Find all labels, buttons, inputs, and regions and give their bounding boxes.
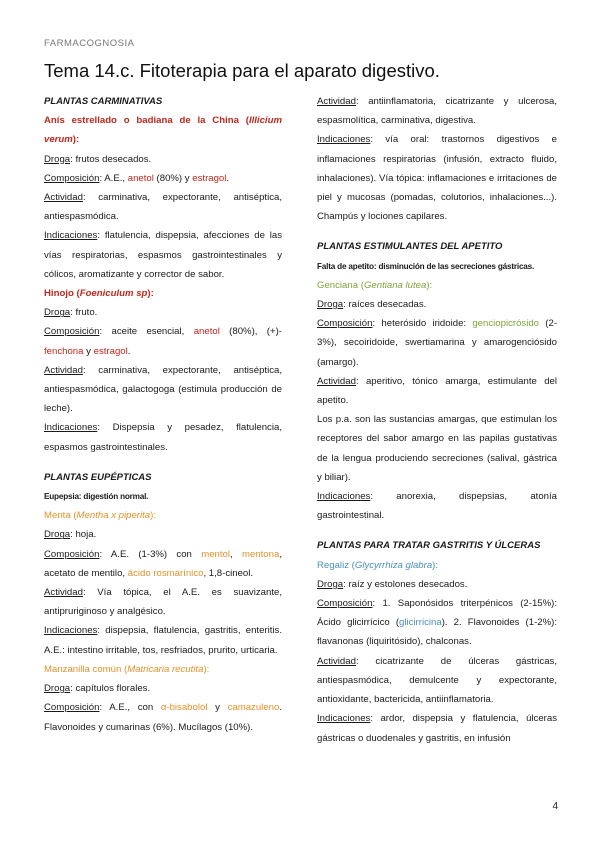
menta-composicion: Composición: A.E. (1-3%) con mentol, mentona, acetato de mentilo, ácido rosmarínico, 1,8-cineol. bbox=[44, 548, 282, 579]
manzanilla-droga: Droga: capítulos florales. bbox=[44, 683, 151, 695]
anis-droga: Droga: frutos desecados. bbox=[44, 153, 152, 165]
page-title: Tema 14.c. Fitoterapia para el aparato digestivo. bbox=[44, 60, 440, 81]
regaliz-actividad: Actividad: cicatrizante de úlceras gástricas, antiespasmódica, demulcente y expectorante, antioxidante, bactericida, antiinflamatoria. bbox=[317, 655, 557, 706]
anis-indicaciones: Indicaciones: flatulencia, dispepsia, afecciones de las vías respiratorias, espasmos gastrointestinales y cólicos, aromatizante y corrector de sabor. bbox=[44, 230, 282, 280]
genciana-droga: Droga: raíces desecadas. bbox=[317, 299, 427, 311]
anis-actividad: Actividad: carminativa, expectorante, antiséptica, antiespasmódica. bbox=[44, 192, 282, 223]
plant-title-hinojo: Hinojo (Foeniculum sp): bbox=[44, 288, 154, 300]
page-number: 4 bbox=[552, 801, 558, 812]
section-heading-gastritis: PLANTAS PARA TRATAR GASTRITIS Y ÚLCERAS bbox=[317, 540, 541, 552]
regaliz-composicion: Composición: 1. Saponósidos triterpénicos (2-15%): Ácido glicirrícico (glicirricina). 2. Flavonoides (1-2%): flavanonas (liquiritósido), chalconas. bbox=[317, 598, 558, 648]
eupepsia-note: Eupepsia: digestión normal. bbox=[44, 492, 149, 502]
hinojo-actividad: Actividad: carminativa, expectorante, antiséptica, antiespasmódica, galactogoga (estimula producción de leche). bbox=[44, 364, 282, 415]
genciana-indicaciones: Indicaciones: anorexia, dispepsias, atonía gastrointestinal. bbox=[317, 491, 557, 522]
running-header: FARMACOGNOSIA bbox=[44, 38, 135, 49]
section-heading-eupepticas: PLANTAS EUPÉPTICAS bbox=[44, 471, 152, 483]
section-heading-carminativas: PLANTAS CARMINATIVAS bbox=[44, 96, 163, 107]
menta-droga: Droga: hoja. bbox=[44, 529, 97, 541]
plant-title-manzanilla: Manzanilla común (Matricaria recutita): bbox=[44, 663, 210, 675]
right-column bbox=[317, 92, 557, 748]
menta-actividad: Actividad: Vía tópica, el A.E. es suavizante, antipruriginoso y analgésico. bbox=[44, 587, 282, 618]
manzanilla-actividad: Actividad: antiinflamatoria, cicatrizante y ulcerosa, espasmolítica, carminativa, digestiva. bbox=[317, 96, 557, 127]
apetito-note: Falta de apetito: disminución de las secreciones gástricas. bbox=[317, 261, 535, 271]
plant-title-regaliz: Regaliz (Glycyrrhiza glabra): bbox=[317, 559, 439, 571]
genciana-actividad: Actividad: aperitivo, tónico amarga, estimulante del apetito. bbox=[317, 375, 557, 407]
genciana-extra: Los p.a. son las sustancias amargas, que estimulan los receptores del sabor amargo en las papilas gustativas de la lengua produciendo secreciones (salival, gástrica y biliar). bbox=[317, 414, 557, 483]
section-heading-estimulantes: PLANTAS ESTIMULANTES DEL APETITO bbox=[317, 241, 503, 253]
manzanilla-indicaciones: Indicaciones: vía oral: trastornos digestivos e inflamaciones respiratorias (infusión, extracto fluido, inhalaciones). Vía tópica: inflamaciones e irritaciones de piel y mucosas (pomadas, colutorios, inhalaciones...). Champús y lociones capilares. bbox=[317, 134, 557, 223]
left-column bbox=[44, 92, 282, 737]
manzanilla-composicion: Composición: A.E., con α-bisabolol y camazuleno. Flavonoides y cumarinas (6%). Mucílagos (10%). bbox=[44, 702, 282, 733]
plant-title-genciana: Genciana (Gentiana lutea): bbox=[317, 279, 433, 291]
plant-title-menta: Menta (Mentha x piperita): bbox=[44, 510, 156, 522]
hinojo-composicion: Composición: aceite esencial, anetol (80%), (+)-fenchona y estragol. bbox=[44, 326, 282, 357]
plant-title-anis: Anís estrellado o badiana de la China (Illicium verum): bbox=[44, 115, 282, 146]
regaliz-droga: Droga: raíz y estolones desecados. bbox=[317, 578, 468, 590]
menta-indicaciones: Indicaciones: dispepsia, flatulencia, gastritis, enteritis. A.E.: intestino irritable, tos, resfriados, prurito, urticaria. bbox=[44, 625, 282, 656]
hinojo-indicaciones: Indicaciones: Dispepsia y pesadez, flatulencia, espasmos gastrointestinales. bbox=[44, 422, 282, 453]
hinojo-droga: Droga: fruto. bbox=[44, 307, 98, 319]
genciana-composicion: Composición: heterósido iridoide: genciopicrósido (2-3%), secoiridoide, swertiamarina y amarogenciósido (amargo). bbox=[317, 318, 558, 368]
regaliz-indicaciones: Indicaciones: ardor, dispepsia y flatulencia, úlceras gástricas o duodenales y gastritis, en infusión bbox=[317, 713, 557, 744]
anis-composicion: Composición: A.E., anetol (80%) y estragol. bbox=[44, 172, 230, 184]
